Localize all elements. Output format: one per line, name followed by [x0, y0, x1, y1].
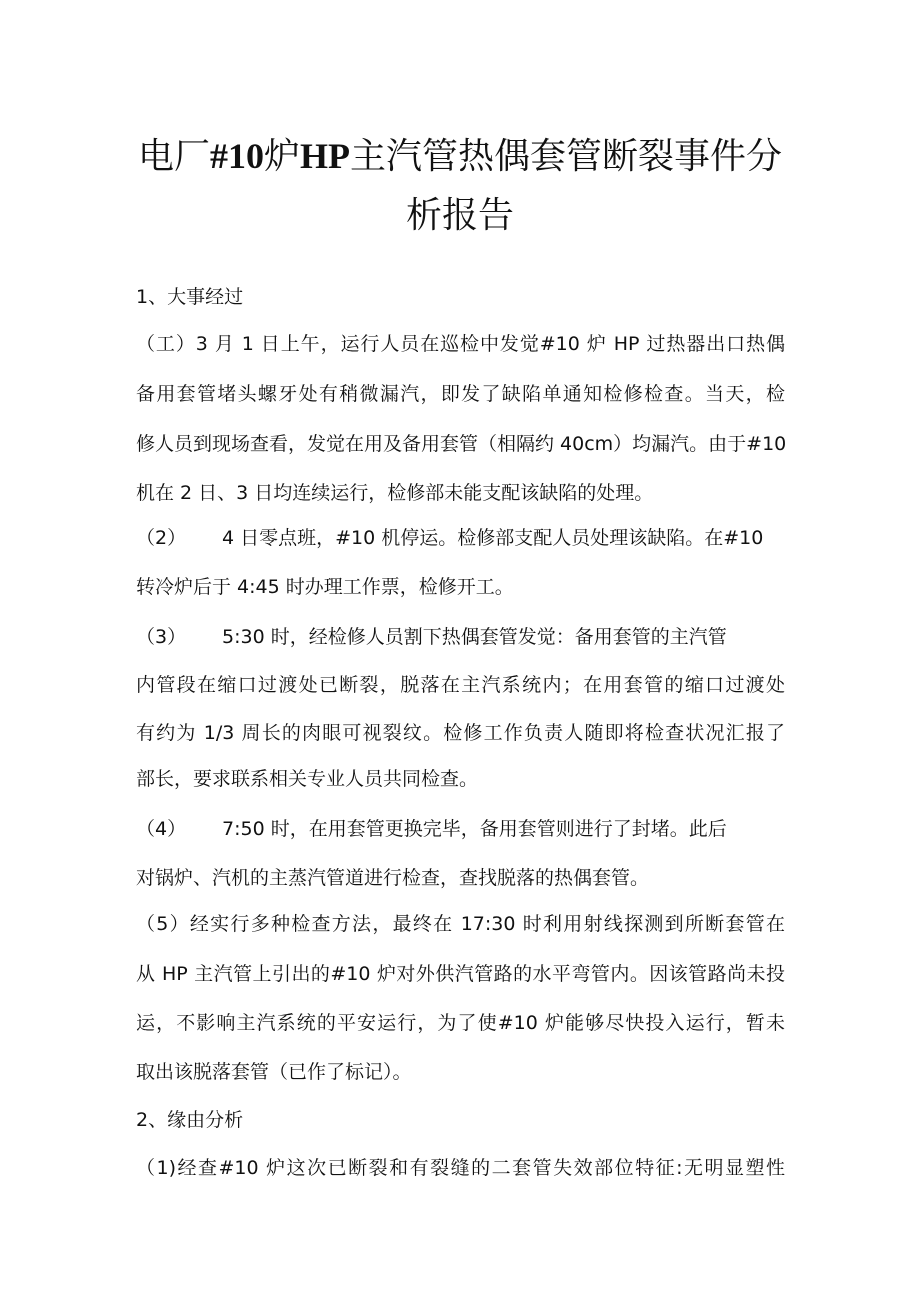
paragraph-line: （工）3 月 1 日上午，运行人员在巡检中发觉#10 炉 HP 过热器出口热偶 [136, 333, 785, 355]
paragraph-line: 从 HP 主汽管上引出的#10 炉对外供汽管路的水平弯管内。因该管路尚未投 [136, 963, 785, 985]
paragraph-line: 转冷炉后于 4:45 时办理工作票，检修开工。 [136, 576, 514, 598]
paragraph-line: （3） 5:30 时，经检修人员割下热偶套管发觉：备用套管的主汽管 [136, 626, 727, 648]
paragraph-line: 修人员到现场查看，发觉在用及备用套管（相隔约 40cm）均漏汽。由于#10 [136, 433, 787, 455]
document-title-line-1: 电厂#10炉HP主汽管热偶套管断裂事件分 [137, 136, 783, 177]
paragraph-line: （5）经实行多种检查方法，最终在 17:30 时利用射线探测到所断套管在 [136, 913, 785, 935]
paragraph-line: （4） 7:50 时，在用套管更换完毕，备用套管则进行了封堵。此后 [136, 818, 727, 840]
item-number: （2） [136, 527, 187, 549]
section-heading-causes: 2、缘由分析 [136, 1109, 244, 1131]
document-title-line-2: 析报告 [405, 195, 514, 236]
paragraph-line: 有约为 1/3 周长的肉眼可视裂纹。检修工作负责人随即将检查状况汇报了 [136, 722, 785, 744]
paragraph-line: 部长，要求联系相关专业人员共同检查。 [136, 768, 479, 790]
item-number: （4） [136, 818, 187, 840]
paragraph-line: 内管段在缩口过渡处已断裂，脱落在主汽系统内；在用套管的缩口过渡处 [136, 674, 785, 696]
paragraph-line: 取出该脱落套管（已作了标记）。 [136, 1061, 412, 1083]
paragraph-line: （2） 4 日零点班，#10 机停运。检修部支配人员处理该缺陷。在#10 [136, 527, 764, 549]
paragraph-line: 备用套管堵头螺牙处有稍微漏汽，即发了缺陷单通知检修检查。当天，检 [136, 383, 785, 405]
paragraph-line: （1)经查#10 炉这次已断裂和有裂缝的二套管失效部位特征:无明显塑性 [136, 1157, 785, 1179]
paragraph-line: 运，不影响主汽系统的平安运行，为了使#10 炉能够尽快投入运行，暂未 [136, 1012, 785, 1034]
section-heading-events: 1、大事经过 [136, 286, 244, 308]
paragraph-line: 机在 2 日、3 日均连续运行，检修部未能支配该缺陷的处理。 [136, 482, 654, 504]
item-number: （3） [136, 626, 187, 648]
paragraph-line: 对锅炉、汽机的主蒸汽管道进行检查，查找脱落的热偶套管。 [136, 867, 650, 889]
